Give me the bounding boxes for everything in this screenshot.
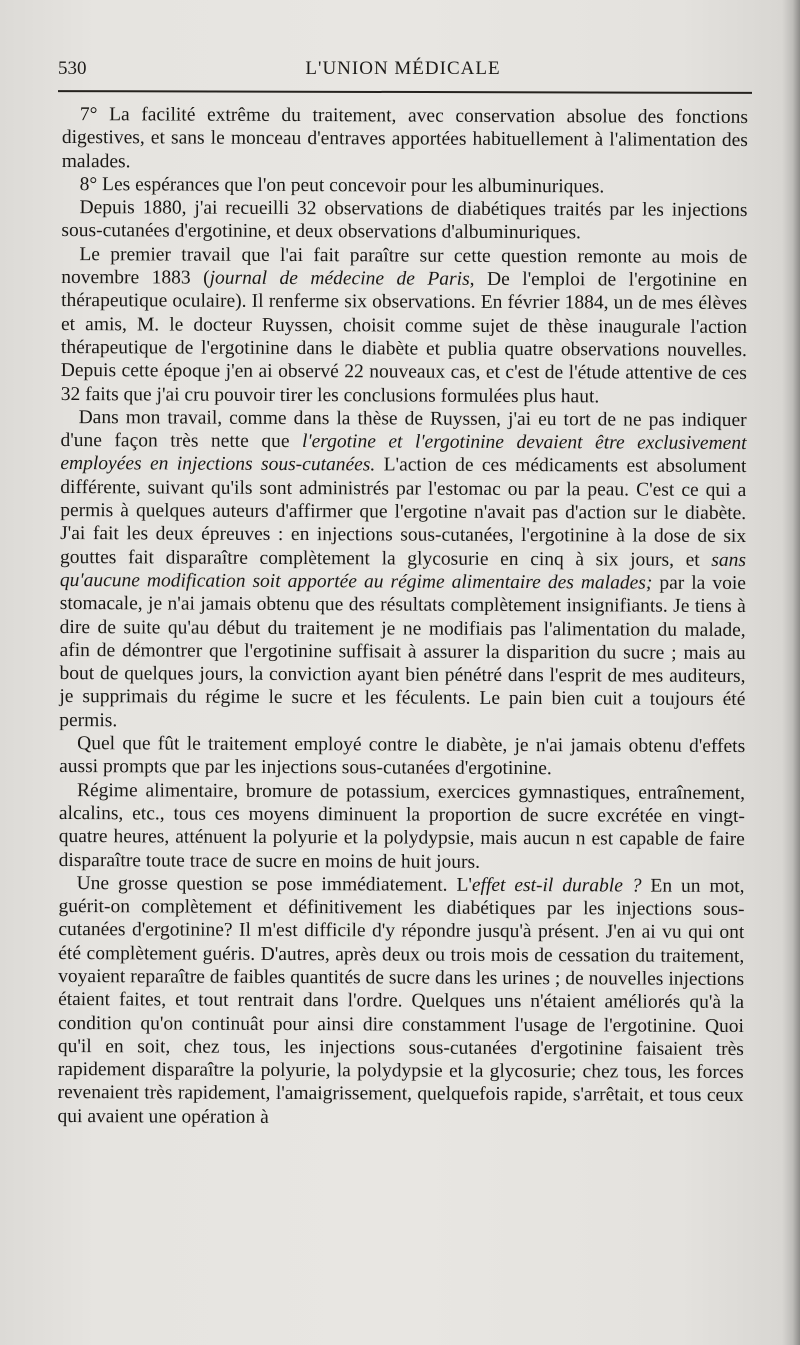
- header-rule: [58, 90, 752, 94]
- text-segment: , De l'emploi de l'ergotinine en thérapeutique oculaire). Il renferme six observations. En février 1884, un de mes élèves et amis, M. le docteur Ruyssen, choisit comme sujet de thèse inaugurale l'action thérapeutique de l'ergotinine dans le diabète et publia quatre observations nouvelles. Depuis cette époque j'en ai observé 22 nouveaux cas, et c'est de l'étude attentive de ces 32 faits que j'ai cru pouvoir tirer les conclusions formulées plus haut.: [60, 268, 748, 407]
- page-header: [58, 58, 748, 86]
- italic-text-segment: journal de médecine de Paris: [209, 267, 470, 290]
- running-title: L'UNION MÉDICALE: [305, 58, 501, 79]
- text-segment: Le premier travail que l'ai fait paraître sur cette question remonte au mois de novembre 1883 (: [61, 243, 748, 289]
- page-number: 530: [58, 58, 87, 79]
- paragraph: [61, 243, 748, 409]
- text-segment: Quel que fût le traitement employé contre le diabète, je n'ai jamais obtenu d'effets aussi prompts que par les injections sous-cutanées d'ergotinine.: [59, 733, 746, 780]
- text-segment: L'action de ces médicaments est absolument différente, suivant qu'ils sont administrés par l'estomac ou par la peau. C'est ce qui a permis à quelques auteurs d'affirmer que l'ergotine n'avait pas d'action sur le diabète. J'ai fait les deux épreuves : en injections sous-cutanées, l'ergotinine à la dose de six gouttes fait disparaître complètement la glycosurie en cinq à six jours, et: [59, 454, 747, 571]
- italic-text-segment: sans qu'aucune modification soit apportée au régime alimentaire des malades;: [59, 549, 747, 594]
- text-segment: Une grosse question se pose immédiatement. L': [76, 872, 472, 896]
- paragraph: [59, 732, 745, 782]
- paragraph: [61, 196, 747, 246]
- text-segment: Régime alimentaire, bromure de potassium, exercices gymnastiques, entraînement, alcalins, etc., tous ces moyens diminuent la proportion de sucre excrétée en vingt-quatre heures, atténuent la polyurie et la polydypsie, mais aucun n est capable de faire disparaître toute trace de sucre en moins de huit jours.: [58, 779, 746, 873]
- italic-text-segment: l'ergotine et l'ergotinine devaient être exclusivement employées en injections sous-cutanées.: [60, 431, 747, 476]
- text-segment: par la voie stomacale, je n'ai jamais obtenu que des résultats complètement insignifiants. Je tiens à dire de suite qu'au début du traitement je ne modifiais pas l'alimentation du malade, afin de démontrer que l'ergotinine suffisait à assurer la disparition du sucre ; mais au bout de quelques jours, la conviction ayant bien pénétré dans l'esprit de mes auditeurs, je supprimais du régime le sucre et les féculents. Le pain bien cuit a toujours été permis.: [59, 572, 746, 731]
- paragraph: [62, 103, 748, 176]
- paragraph: [59, 779, 745, 875]
- text-segment: Dans mon travail, comme dans la thèse de Ruyssen, j'ai eu tort de ne pas indiquer d'une façon très nette que: [60, 406, 747, 453]
- paragraph: [59, 406, 746, 735]
- text-segment: 8° Les espérances que l'on peut concevoir pour les albuminuriques.: [79, 173, 605, 198]
- paragraph: [62, 173, 748, 199]
- paragraph: [58, 872, 745, 1131]
- italic-text-segment: effet est-il durable ?: [471, 874, 642, 897]
- text-segment: 7° La facilité extrême du traitement, avec conservation absolue des fonctions digestives, et sans le monceau d'entraves apportées habituellement à l'alimentation des malades.: [61, 104, 748, 172]
- body-text: [58, 103, 748, 1131]
- page-edge-shadow: [782, 0, 800, 1345]
- text-segment: Depuis 1880, j'ai recueilli 32 observations de diabétiques traités par les injections sous-cutanées d'ergotinine, et deux observations d'albuminuriques.: [61, 197, 748, 244]
- text-segment: En un mot, guérit-on complètement et définitivement les diabétiques par les injections sous-cutanées d'ergotinine? Il m'est difficile d'y répondre jusqu'à présent. J'en ai vu qui ont été complètement guéris. D'autres, après deux ou trois mois de cessation du traitement, voyaient reparaître de faibles quantités de sucre dans les urines ; de nouvelles injections étaient faites, et tout rentrait dans l'ordre. Quelques uns n'étaient améliorés qu'à la condition qu'on continuât pour ainsi dire constamment l'usage de l'ergotinine. Quoi qu'il en soit, chez tous, les injections sous-cutanées d'ergotinine faisaient très rapidement disparaître la polyurie, la polydypsie et la glycosurie; chez tous, les forces revenaient très rapidement, l'amaigrissement, quelquefois rapide, s'arrêtait, et tous ceux qui avaient une opération à: [57, 875, 745, 1128]
